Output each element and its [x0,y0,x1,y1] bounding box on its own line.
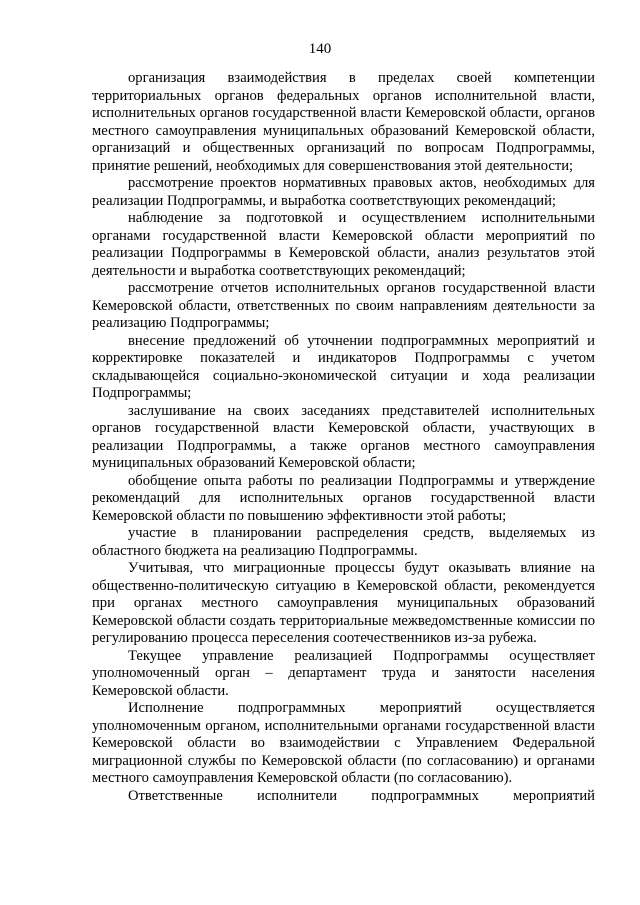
paragraph-proposals: внесение предложений об уточнении подпрограммных мероприятий и корректировке показателей и индикаторов Подпрограммы с учетом складывающейся социально-экономической ситуации и хода реализации Подпрограммы; [92,332,595,401]
paragraph-execution: Исполнение подпрограммных мероприятий осуществляется уполномоченным органом, исполнительными органами государственной власти Кемеровской области во взаимодействии с Управлением Федеральной миграционной службы по Кемеровской области (по согласованию) и органами местного самоуправления Кемеровской области (по согласованию). [92,700,595,786]
paragraph-hearings: заслушивание на своих заседаниях представителей исполнительных органов государственной власти Кемеровской области, участвующих в реализации Подпрограммы, а также органов местного самоуправления муниципальных образований Кемеровской области; [92,402,595,471]
paragraph-monitoring: наблюдение за подготовкой и осуществлением исполнительными органами государственной власти Кемеровской области мероприятий по реализации Подпрограммы в Кемеровской области, анализ результатов этой деятельности и выработка соответствующих рекомендаций; [92,210,595,279]
paragraph-current-management: Текущее управление реализацией Подпрограммы осуществляет уполномоченный орган – департамент труда и занятости населения Кемеровской области. [92,647,595,699]
paragraph-reports: рассмотрение отчетов исполнительных органов государственной власти Кемеровской области, ответственных по своим направлениям деятельности за реализацию Подпрограммы; [92,280,595,331]
paragraph-funding: участие в планировании распределения средств, выделяемых из областного бюджета на реализацию Подпрограммы. [92,525,595,559]
paragraph-interaction: организация взаимодействия в пределах своей компетенции территориальных органов федеральных органов исполнительной власти, исполнительных органов государственной власти Кемеровской области, органов местного самоуправления муниципальных образований Кемеровской области, организаций и общественных организаций по вопросам Подпрограммы, принятие решений, необходимых для совершенствования этой деятельности; [92,70,595,174]
paragraph-responsible: Ответственные исполнители подпрограммных мероприятий [128,787,595,804]
document-body [92,70,595,805]
page-number: 140 [308,41,332,57]
paragraph-draft-acts: рассмотрение проектов нормативных правовых актов, необходимых для реализации Подпрограммы, и выработка соответствующих рекомендаций; [92,175,595,209]
paragraph-commissions: Учитывая, что миграционные процессы будут оказывать влияние на общественно-политическую ситуацию в Кемеровской области, рекомендуется при органах местного самоуправления муниципальных образований Кемеровской области создать территориальные межведомственные комиссии по регулированию процесса переселения соотечественников из-за рубежа. [92,560,595,646]
paragraph-experience: обобщение опыта работы по реализации Подпрограммы и утверждение рекомендаций для исполнительных органов государственной власти Кемеровской области по повышению эффективности этой работы; [92,472,595,524]
